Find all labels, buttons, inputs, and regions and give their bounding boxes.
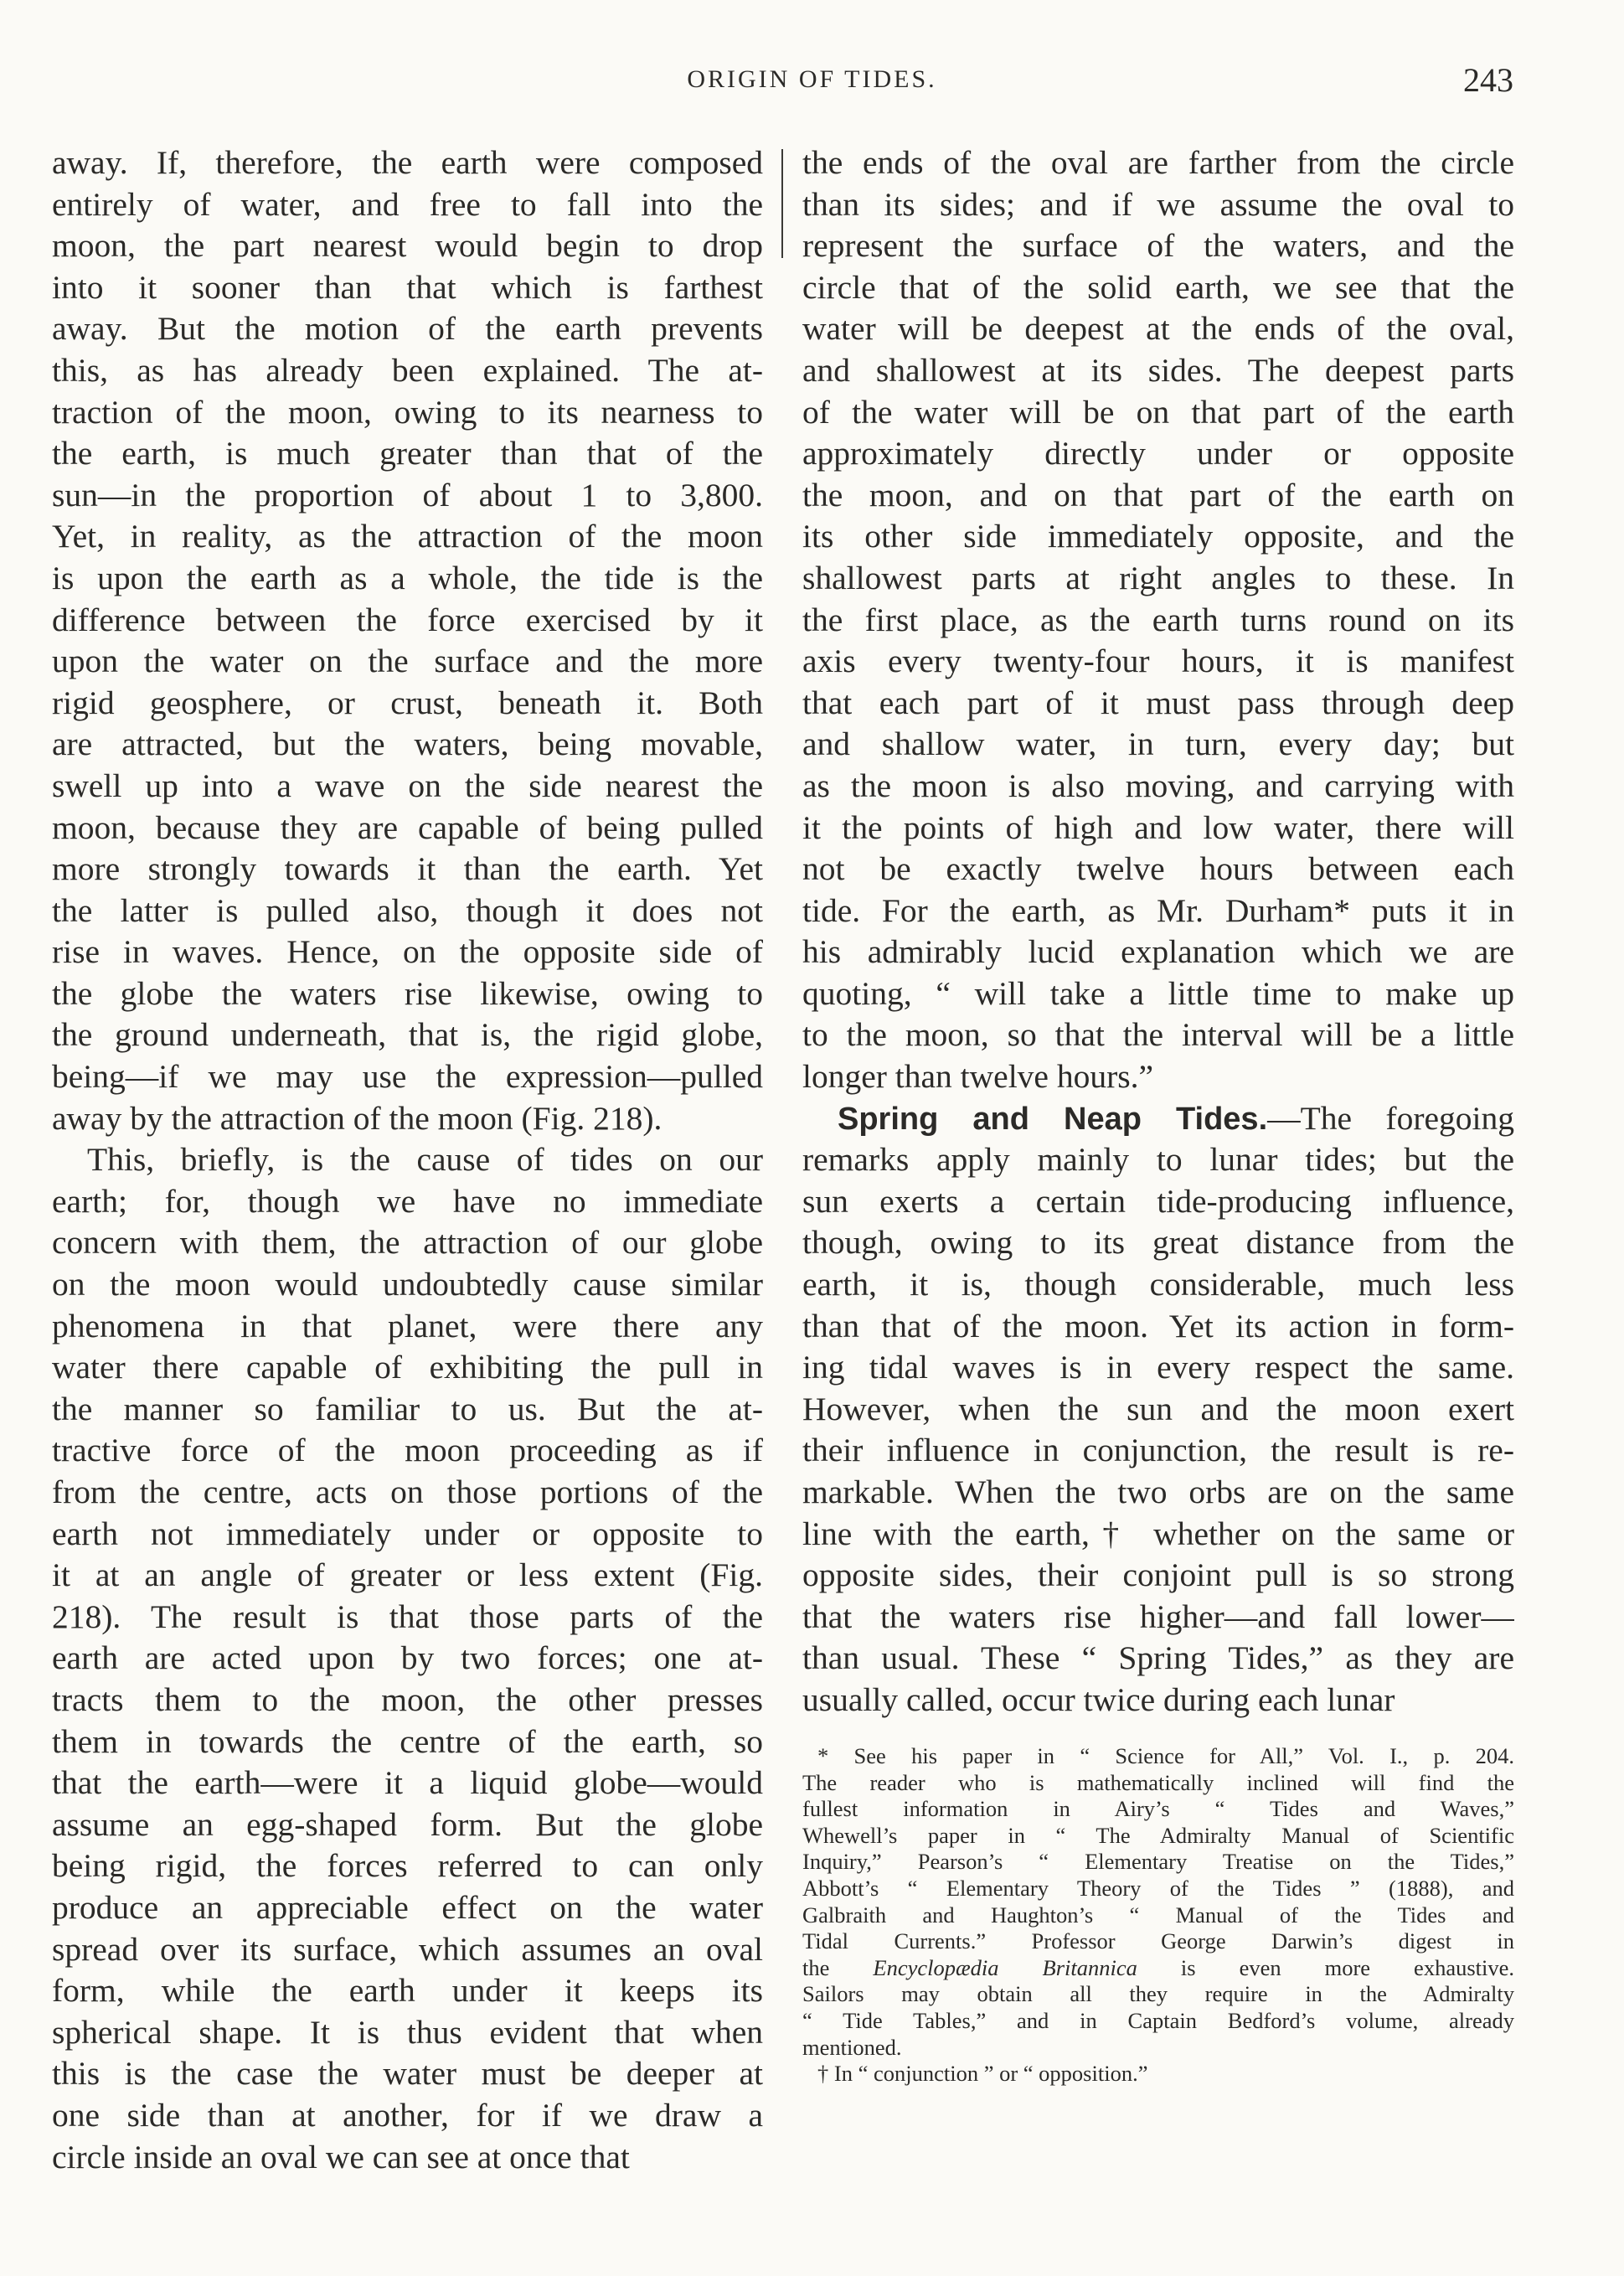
footnote-line: the Encyclopædia Britannica is even more exhaustive. bbox=[802, 1954, 1514, 1980]
text-line: axis every twenty-four hours, it is manifest bbox=[802, 643, 1514, 680]
text-line: into it sooner than that which is farthest bbox=[52, 268, 763, 306]
text-line: rise in waves. Hence, on the opposite side of bbox=[52, 933, 763, 971]
footnote-line: Inquiry,” Pearson’s “ Elementary Treatise on the Tides,” bbox=[802, 1849, 1514, 1875]
text-line: away. If, therefore, the earth were composed bbox=[52, 144, 763, 181]
text-line: approximately directly under or opposite bbox=[802, 435, 1514, 472]
page-number: 243 bbox=[1463, 61, 1513, 99]
text-line: upon the water on the surface and the more bbox=[52, 643, 763, 680]
footnote-line: Sailors may obtain all they require in the Admiralty bbox=[802, 1981, 1514, 2007]
text-line: sun exerts a certain tide-producing influence, bbox=[802, 1182, 1514, 1220]
footnote-line: Whewell’s paper in “ The Admiralty Manual of Scientific bbox=[802, 1822, 1514, 1848]
running-head bbox=[0, 61, 1624, 99]
left-column bbox=[52, 142, 763, 2178]
right-column bbox=[802, 142, 1514, 1721]
text-line: moon, because they are capable of being pulled bbox=[52, 808, 763, 846]
text-line: that each part of it must pass through deep bbox=[802, 684, 1514, 721]
text-line: one side than at another, for if we draw a bbox=[52, 2096, 763, 2134]
text-line: not be exactly twelve hours between each bbox=[802, 850, 1514, 888]
text-line: the earth, is much greater than that of the bbox=[52, 435, 763, 472]
text-line: the first place, as the earth turns round on its bbox=[802, 601, 1514, 638]
text-line: spherical shape. It is thus evident that when bbox=[52, 2013, 763, 2051]
text-line: it the points of high and low water, there will bbox=[802, 808, 1514, 846]
footnote-durham-continued bbox=[802, 1981, 1514, 2061]
text-line: is upon the earth as a whole, the tide is the bbox=[52, 559, 763, 596]
text-line: as the moon is also moving, and carrying with bbox=[802, 766, 1514, 804]
footnote-line: * See his paper in “ Science for All,” Vol. I., p. 204. bbox=[817, 1743, 1514, 1768]
footnote-line: Tidal Currents.” Professor George Darwin’s digest in bbox=[802, 1928, 1514, 1954]
text-line: earth are acted upon by two forces; one at- bbox=[52, 1639, 763, 1677]
text-line: quoting, “ will take a little time to make up bbox=[802, 974, 1514, 1012]
section-heading-continuation: —The foregoing bbox=[1267, 1099, 1514, 1137]
text-line: circle inside an oval we can see at once that bbox=[52, 2138, 630, 2175]
text-line: his admirably lucid explanation which we are bbox=[802, 933, 1514, 971]
text-line: tide. For the earth, as Mr. Durham* puts it in bbox=[802, 891, 1514, 929]
text-line: phenomena in that planet, were there any bbox=[52, 1307, 763, 1344]
text-line: form, while the earth under it keeps its bbox=[52, 1972, 763, 2010]
text-line: on the moon would undoubtedly cause similar bbox=[52, 1266, 763, 1303]
footnote-line: Galbraith and Haughton’s “ Manual of the Tides and bbox=[802, 1902, 1514, 1928]
text-line: to the moon, so that the interval will be a little bbox=[802, 1016, 1514, 1054]
text-line: opposite sides, their conjoint pull is so strong bbox=[802, 1556, 1514, 1594]
text-line: However, when the sun and the moon exert bbox=[802, 1390, 1514, 1427]
encyclopaedia-britannica-title: Encyclopædia Britannica bbox=[873, 1954, 1137, 1980]
text-line: traction of the moon, owing to its nearness to bbox=[52, 393, 763, 431]
text-line: being rigid, the forces referred to can only bbox=[52, 1847, 763, 1885]
text-line: away by the attraction of the moon (Fig. 218). bbox=[52, 1099, 662, 1137]
text-line: their influence in conjunction, the result is re- bbox=[802, 1432, 1514, 1469]
text-line: produce an appreciable effect on the water bbox=[52, 1888, 763, 1926]
text-line: sun—in the proportion of about 1 to 3,800. bbox=[52, 476, 763, 514]
text-line: the latter is pulled also, though it does not bbox=[52, 891, 763, 929]
text-line: usually called, occur twice during each lunar bbox=[802, 1680, 1395, 1718]
running-title: ORIGIN OF TIDES. bbox=[687, 65, 937, 93]
text-line: Yet, in reality, as the attraction of the moon bbox=[52, 518, 763, 555]
footnote-line: fullest information in Airy’s “ Tides and Waves,” bbox=[802, 1796, 1514, 1822]
text-line: the moon, and on that part of the earth on bbox=[802, 476, 1514, 514]
text-line: and shallow water, in turn, every day; but bbox=[802, 725, 1514, 763]
text-line: this, as has already been explained. The at- bbox=[52, 351, 763, 389]
right-column-paragraph-1 bbox=[802, 142, 1514, 1098]
text-line: swell up into a wave on the side nearest the bbox=[52, 766, 763, 804]
section-heading-spring-neap-tides: Spring and Neap Tides. bbox=[838, 1101, 1268, 1137]
text-line: are attracted, but the waters, being movable, bbox=[52, 725, 763, 763]
footnote-line: “ Tide Tables,” and in Captain Bedford’s volume, already bbox=[802, 2007, 1514, 2033]
text-line: entirely of water, and free to fall into the bbox=[52, 185, 763, 223]
text-line: and shallowest at its sides. The deepest parts bbox=[802, 351, 1514, 389]
text-line: the globe the waters rise likewise, owing to bbox=[52, 974, 763, 1012]
text-line: them in towards the centre of the earth, so bbox=[52, 1722, 763, 1760]
text-line: the ends of the oval are farther from the circle bbox=[802, 144, 1514, 181]
column-divider-mark bbox=[781, 149, 783, 258]
footnote-conjunction: † In “ conjunction ” or “ opposition.” bbox=[817, 2061, 1148, 2087]
text-line: circle that of the solid earth, we see that the bbox=[802, 268, 1514, 306]
footnotes bbox=[802, 1743, 1514, 2088]
text-line: earth; for, though we have no immediate bbox=[52, 1182, 763, 1220]
text-line: that the waters rise higher—and fall lower— bbox=[802, 1597, 1514, 1635]
text-line: water there capable of exhibiting the pull in bbox=[52, 1349, 763, 1386]
text-line: rigid geosphere, or crust, beneath it. Both bbox=[52, 684, 763, 721]
text-line: though, owing to its great distance from the bbox=[802, 1224, 1514, 1262]
text-line: than its sides; and if we assume the oval to bbox=[802, 185, 1514, 223]
text-line: shallowest parts at right angles to these. In bbox=[802, 559, 1514, 596]
text-line: being—if we may use the expression—pulled bbox=[52, 1058, 763, 1096]
text-line: difference between the force exercised by it bbox=[52, 601, 763, 638]
text-line: represent the surface of the waters, and the bbox=[802, 227, 1514, 265]
text-line: assume an egg-shaped form. But the globe bbox=[52, 1805, 763, 1843]
text-line: water will be deepest at the ends of the oval, bbox=[802, 310, 1514, 348]
text-line: remarks apply mainly to lunar tides; but the bbox=[802, 1141, 1514, 1179]
text-line: moon, the part nearest would begin to drop bbox=[52, 227, 763, 265]
text-line: the manner so familiar to us. But the at- bbox=[52, 1390, 763, 1427]
footnote-line: Abbott’s “ Elementary Theory of the Tides ” (1888), and bbox=[802, 1875, 1514, 1901]
text-line: earth, it is, though considerable, much less bbox=[802, 1266, 1514, 1303]
text-line: that the earth—were it a liquid globe—would bbox=[52, 1764, 763, 1802]
text-line: tracts them to the moon, the other presses bbox=[52, 1680, 763, 1718]
text-line: than that of the moon. Yet its action in form- bbox=[802, 1307, 1514, 1344]
footnote-line: mentioned. bbox=[802, 2034, 902, 2060]
text-line: earth not immediately under or opposite to bbox=[52, 1515, 763, 1552]
text-line: this is the case the water must be deeper at bbox=[52, 2055, 763, 2093]
text-line: 218). The result is that those parts of the bbox=[52, 1597, 763, 1635]
text-line: line with the earth,† whether on the same or bbox=[802, 1515, 1514, 1552]
text-line: from the centre, acts on those portions of the bbox=[52, 1473, 763, 1510]
text-line: tractive force of the moon proceeding as if bbox=[52, 1432, 763, 1469]
text-line: the ground underneath, that is, the rigid globe, bbox=[52, 1016, 763, 1054]
text-line: ing tidal waves is in every respect the same. bbox=[802, 1349, 1514, 1386]
text-line: This, briefly, is the cause of tides on our bbox=[87, 1141, 763, 1179]
footnote-line: The reader who is mathematically inclined will find the bbox=[802, 1769, 1514, 1795]
text-line: away. But the motion of the earth prevents bbox=[52, 310, 763, 348]
text-line: concern with them, the attraction of our globe bbox=[52, 1224, 763, 1262]
right-column-paragraph-2 bbox=[802, 1139, 1514, 1721]
text-line: its other side immediately opposite, and the bbox=[802, 518, 1514, 555]
section-heading-line bbox=[802, 1098, 1514, 1140]
text-line: more strongly towards it than the earth. Yet bbox=[52, 850, 763, 888]
text-line: it at an angle of greater or less extent (Fig. bbox=[52, 1556, 763, 1594]
text-line: than usual. These “ Spring Tides,” as they are bbox=[802, 1639, 1514, 1677]
text-line: of the water will be on that part of the earth bbox=[802, 393, 1514, 431]
text-line: markable. When the two orbs are on the same bbox=[802, 1473, 1514, 1510]
text-line: longer than twelve hours.” bbox=[802, 1058, 1154, 1096]
text-line: spread over its surface, which assumes an oval bbox=[52, 1930, 763, 1968]
footnote-durham bbox=[802, 1743, 1514, 1955]
